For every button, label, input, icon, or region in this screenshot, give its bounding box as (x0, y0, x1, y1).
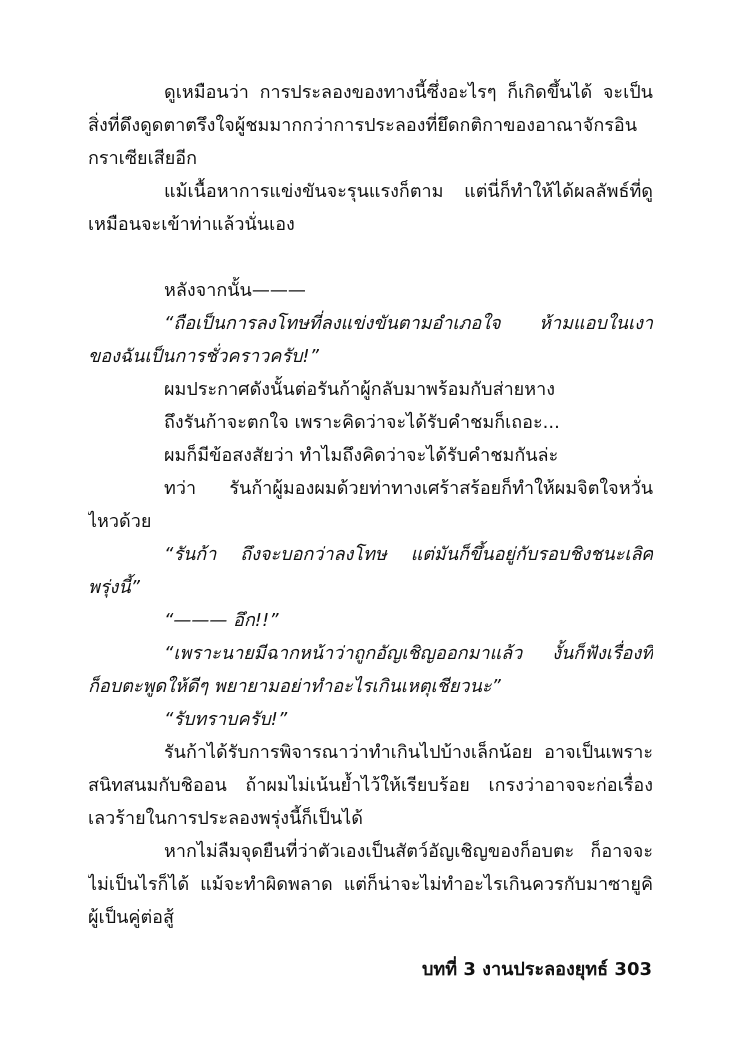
dialogue-line: “รับทราบครับ!” (164, 709, 288, 730)
dialogue-line: “ถือเป็นการลงโทษที่ลงแข่งขันตามอำเภอใจ ห้ามแอบในเงา (164, 313, 653, 334)
paragraph-line: กราเซียเสียอีก (88, 148, 197, 169)
page-body (88, 76, 653, 934)
paragraph-line: ดูเหมือนว่า การประลองของทางนี้ซึ่งอะไรๆ ก็เกิดขึ้นได้ จะเป็น (164, 82, 653, 103)
paragraph-line: สิ่งที่ดึงดูดตาตรึงใจผู้ชมมากกว่าการประลองที่ยึดกติกาของอาณาจักรอิน (88, 115, 638, 136)
dialogue-line: “เพราะนายมีฉากหน้าว่าถูกอัญเชิญออกมาแล้ว งั้นก็ฟังเรื่องที่ (164, 643, 653, 664)
dialogue-line: ก็อบตะพูดให้ดีๆ พยายามอย่าทำอะไรเกินเหตุเชียวนะ” (88, 676, 501, 697)
paragraph-line: ผมก็มีข้อสงสัยว่า ทำไมถึงคิดว่าจะได้รับคำชมกันล่ะ (164, 445, 559, 466)
paragraph-line: ไม่เป็นไรก็ได้ แม้จะทำผิดพลาด แต่ก็น่าจะไม่ทำอะไรเกินควรกับมาซายูคิ (88, 874, 653, 895)
dialogue-line: “รันก้า ถึงจะบอกว่าลงโทษ แต่มันก็ขึ้นอยู่กับรอบชิงชนะเลิศ (164, 544, 653, 565)
paragraph-line: รันก้าได้รับการพิจารณาว่าทำเกินไปบ้างเล็กน้อย อาจเป็นเพราะ (164, 742, 653, 763)
section-gap (88, 241, 653, 274)
paragraph-line: ถึงรันก้าจะตกใจ เพราะคิดว่าจะได้รับคำชมก็เถอะ... (164, 412, 560, 433)
paragraph-line: ผู้เป็นคู่ต่อสู้ (88, 907, 174, 928)
dialogue-line: “——— อึก!!” (164, 610, 279, 631)
dialogue-line: ของฉันเป็นการชั่วคราวครับ!” (88, 346, 319, 367)
dialogue-line: พรุ่งนี้” (88, 577, 140, 598)
paragraph-line: เหมือนจะเข้าท่าแล้วนั่นเอง (88, 214, 295, 235)
paragraph-line: หากไม่ลืมจุดยืนที่ว่าตัวเองเป็นสัตว์อัญเชิญของก็อบตะ ก็อาจจะ (164, 841, 653, 862)
paragraph-line: ผมประกาศดังนั้นต่อรันก้าผู้กลับมาพร้อมกับส่ายหาง (164, 379, 555, 400)
paragraph-line: ทว่า รันก้าผู้มองผมด้วยท่าทางเศร้าสร้อยก็ทำให้ผมจิตใจหวั่น (164, 478, 653, 499)
paragraph-line: หลังจากนั้น——— (164, 280, 306, 301)
paragraph-line: สนิทสนมกับชิออน ถ้าผมไม่เน้นย้ำไว้ให้เรียบร้อย เกรงว่าอาจจะก่อเรื่อง (88, 775, 653, 796)
paragraph-line: แม้เนื้อหาการแข่งขันจะรุนแรงก็ตาม แต่นี่ก็ทำให้ได้ผลลัพธ์ที่ดู (164, 181, 653, 202)
paragraph-line: ไหวด้วย (88, 511, 152, 532)
paragraph-line: เลวร้ายในการประลองพรุ่งนี้ก็เป็นได้ (88, 808, 363, 829)
page-footer: บทที่ 3 งานประลองยุทธ์ 303 (421, 959, 652, 980)
